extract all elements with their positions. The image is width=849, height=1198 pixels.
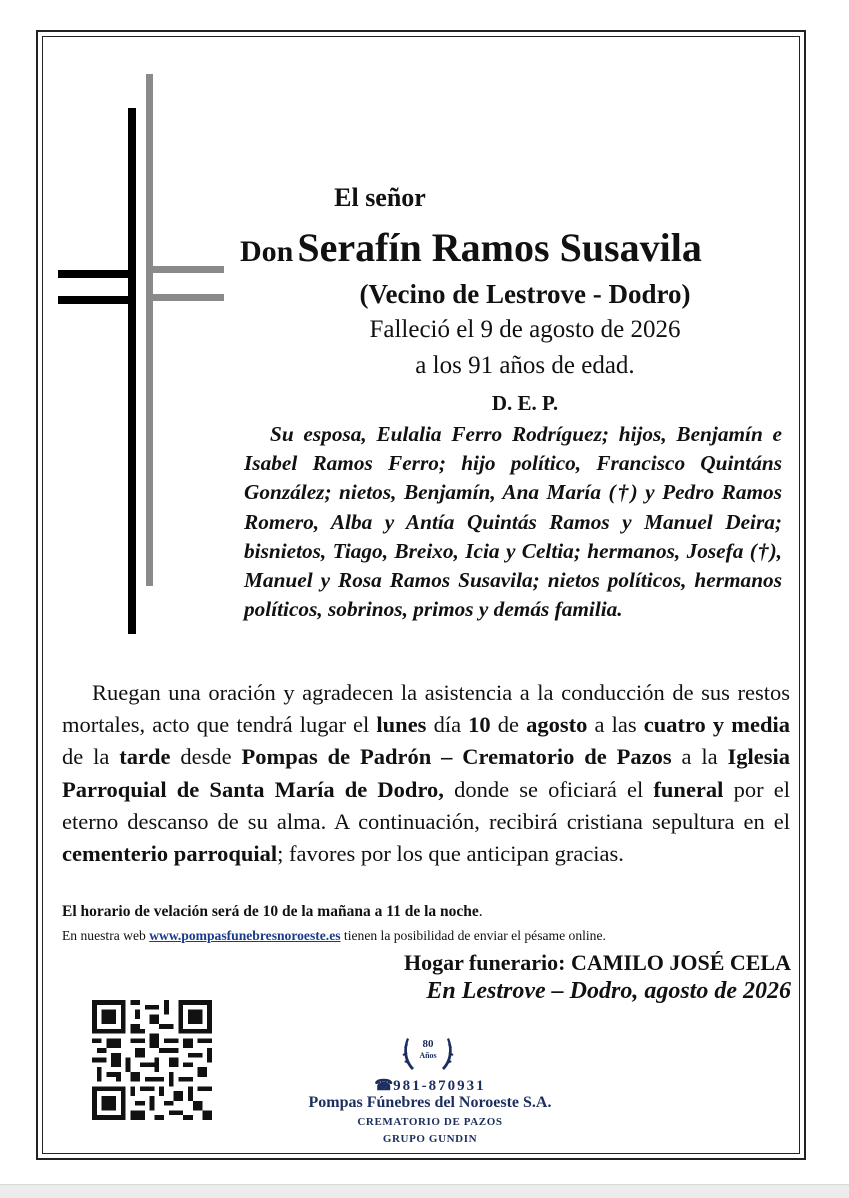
body-text: de la [62,744,120,770]
anniversary-logo [398,1022,458,1078]
deceased-name [240,224,800,271]
body-origin: Pompas de Padrón – Crematorio de Pazos [241,744,672,770]
funeral-home: Hogar funerario: CAMILO JOSÉ CELA [403,950,791,975]
place-date: En Lestrove – Dodro, agosto de 2026 [426,978,791,1004]
body-church: Iglesia Parroquial de Santa María de Dodro, [62,744,790,802]
phone-icon: ☎ [374,1078,394,1094]
body-text: desde [170,744,242,770]
honorific: Don [240,235,294,268]
death-date: Falleció el 9 de agosto de 2026 [369,316,681,343]
rip: D. E. P. [491,391,559,415]
body-funeral: funeral [653,776,724,802]
body-text: ; favores por los que anticipan gracias. [277,841,624,867]
company-name: Pompas Fúnebres del Noroeste S.A. [308,1094,552,1111]
body-text: a las [587,712,644,738]
body-month: agosto [526,712,588,738]
group-name: GRUPO GUNDIN [382,1133,478,1145]
body-day: lunes [376,712,427,738]
phone-number [330,1076,530,1095]
logo-word: Años [419,1051,437,1060]
body-time: cuatro y media [643,712,790,738]
body-text: a la [671,744,728,770]
page-bottom-edge [0,1184,849,1198]
website-link[interactable]: www.pompasfunebresnoroeste.es [149,928,341,943]
body-text: Ruegan una oración y agradecen la asistencia a la conducción de sus restos mortales, acto que tendrá lugar el [62,680,790,738]
name: Serafín Ramos Susavila [297,225,702,270]
web-suffix: tienen la posibilidad de enviar el pésame online. [340,928,606,943]
web-prefix: En nuestra web [62,928,150,943]
family-list: Su esposa, Eulalia Ferro Rodríguez; hijos, Benjamín e Isabel Ramos Ferro; hijo político, Francisco Quintáns González; nietos, Benjamín, Ana María (†) y Pedro Ramos Romero, Alba y Antía Quintás Ramos y Manuel Deira; bisnietos, Tiago, Breixo, Icia y Celtia; hermanos, Josefa (†), Manuel y Rosa Ramos Susavila; nietos políticos, hermanos políticos, sobrinos, primos y demás familia. [244,422,782,622]
logo-number: 80 [422,1038,434,1050]
wake-hours-end: . [478,903,483,920]
residence: (Vecino de Lestrove - Dodro) [359,279,691,309]
body-day-number: 10 [468,712,491,738]
body-cemetery: cementerio parroquial [62,841,278,867]
body-text: donde se oficiará el [443,776,654,802]
body-text: día [426,712,469,738]
service-details [62,677,790,870]
wake-hours-text: El horario de velación será de 10 de la mañana a 11 de la noche [62,903,479,920]
body-period: tarde [119,744,171,770]
cross-icon [56,74,226,634]
qr-code-icon [92,1000,212,1120]
crematorio-name: CREMATORIO DE PAZOS [357,1116,503,1128]
wake-hours [62,903,792,921]
phone-text: 981-870931 [393,1078,486,1094]
age: a los 91 años de edad. [415,352,635,379]
web-note [62,928,792,944]
body-text: por el eterno descanso de su alma. A continuación, recibirá cristiana sepultura en el [62,776,790,834]
heading-title: El señor [334,183,426,212]
body-text: de [490,712,527,738]
